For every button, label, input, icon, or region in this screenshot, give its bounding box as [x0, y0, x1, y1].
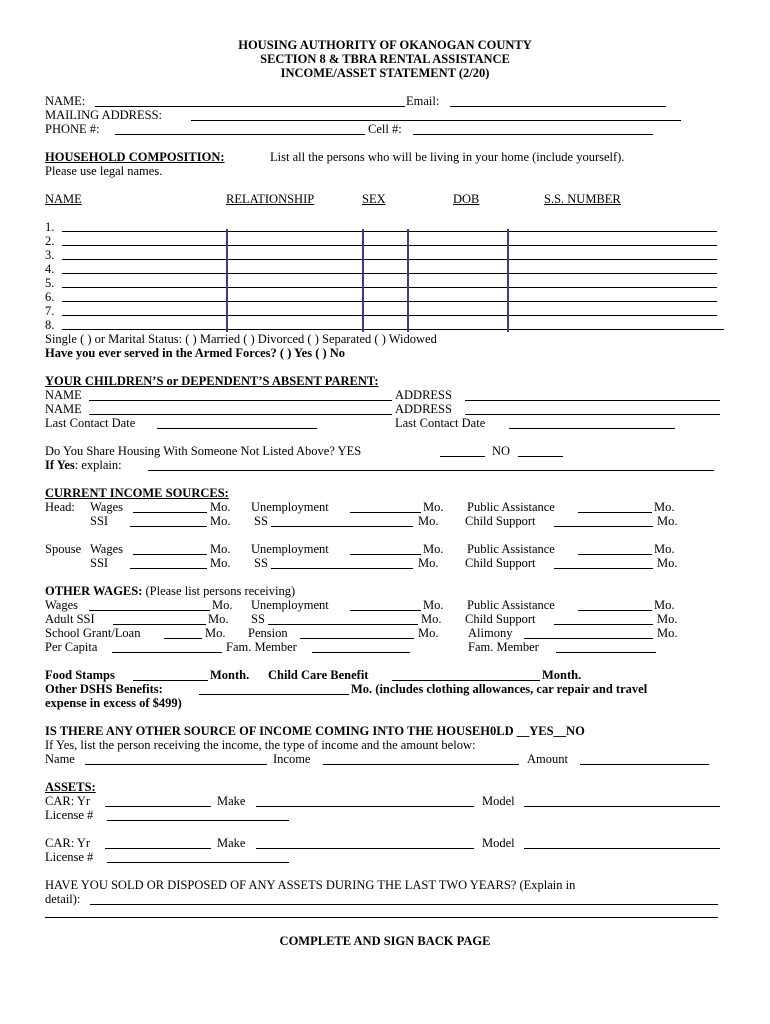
other-income-label: Income [273, 752, 311, 766]
other-wages-field[interactable] [89, 610, 210, 611]
phone-field[interactable] [115, 134, 365, 135]
cell-label: Cell #: [368, 122, 402, 136]
income-heading: CURRENT INCOME SOURCES: [45, 486, 229, 500]
col-name-header: NAME [45, 192, 82, 206]
household-row-line[interactable] [62, 273, 717, 274]
household-row-number: 7. [45, 304, 55, 318]
wages-label: Wages [90, 500, 124, 514]
head-public-assistance-field[interactable] [578, 512, 652, 513]
fam-member-label: Fam. Member [468, 640, 539, 654]
per-capita-field[interactable] [112, 652, 222, 653]
mo-label: Mo. [654, 500, 675, 514]
household-heading: HOUSEHOLD COMPOSITION: [45, 150, 225, 164]
last-contact-field[interactable] [157, 428, 317, 429]
household-row-number: 2. [45, 234, 55, 248]
mo-label: Mo. [654, 542, 675, 556]
mo-label: Mo. [210, 556, 231, 570]
car-model-label: Model [482, 836, 515, 850]
assets-heading: ASSETS: [45, 780, 96, 794]
mo-label: Mo. [423, 598, 444, 612]
mo-label: Mo. [205, 626, 226, 640]
household-row-number: 4. [45, 262, 55, 276]
household-row-line[interactable] [62, 301, 717, 302]
household-row-line[interactable] [62, 315, 717, 316]
mailing-address-field[interactable] [191, 120, 681, 121]
ssi-label: SSI [90, 514, 109, 528]
car-year-label: CAR: Yr [45, 794, 91, 808]
food-stamps-label: Food Stamps [45, 668, 115, 682]
public-assistance-label: Public Assistance [467, 542, 555, 556]
school-grant-field[interactable] [164, 638, 202, 639]
spouse-unemployment-field[interactable] [350, 554, 421, 555]
household-row-line[interactable] [62, 259, 717, 260]
mo-label: Mo. [421, 612, 442, 626]
col-dob-header: DOB [453, 192, 480, 206]
sold-assets-field-2[interactable] [45, 917, 718, 918]
mo-label: Mo. [210, 542, 231, 556]
mo-label: Mo. [418, 514, 439, 528]
car-make-label: Make [217, 794, 246, 808]
child-support-label: Child Support [465, 556, 536, 570]
other-income-question[interactable]: IS THERE ANY OTHER SOURCE OF INCOME COMING INTO THE HOUSEH0LD __YES__NO [45, 724, 585, 738]
absent-name-label: NAME [45, 402, 82, 416]
mo-label: Mo. [423, 542, 444, 556]
other-income-instructions: If Yes, list the person receiving the income, the type of income and the amount below: [45, 738, 476, 752]
pension-field[interactable] [300, 638, 414, 639]
food-stamps-field[interactable] [133, 680, 208, 681]
household-row-number: 6. [45, 290, 55, 304]
household-row-line[interactable] [62, 329, 724, 330]
alimony-label: Alimony [468, 626, 513, 640]
car-model-label: Model [482, 794, 515, 808]
dshs-note: Mo. (includes clothing allowances, car repair and travel [351, 682, 648, 696]
unemployment-label: Unemployment [251, 598, 329, 612]
absent-name-field[interactable] [89, 414, 392, 415]
absent-name-label: NAME [45, 388, 82, 402]
share-housing-question: Do You Share Housing With Someone Not Listed Above? YES [45, 444, 362, 458]
spouse-wages-field[interactable] [133, 554, 207, 555]
household-instructions-2: Please use legal names. [45, 164, 163, 178]
dshs-note-2: expense in excess of $499) [45, 696, 182, 710]
share-no-field[interactable] [518, 456, 563, 457]
form-title: HOUSING AUTHORITY OF OKANOGAN COUNTY [238, 38, 532, 52]
other-name-field[interactable] [85, 764, 267, 765]
child-care-field[interactable] [392, 680, 540, 681]
adult-ssi-label: Adult SSI [45, 612, 95, 626]
marital-status[interactable]: Single ( ) or Marital Status: ( ) Married ( ) Divorced ( ) Separated ( ) Widowed [45, 332, 437, 346]
car-make-field[interactable] [256, 848, 474, 849]
other-wages-heading: OTHER WAGES: (Please list persons receiving) [45, 584, 296, 598]
mo-label: Mo. [654, 598, 675, 612]
dshs-field[interactable] [199, 694, 349, 695]
adult-ssi-field[interactable] [113, 624, 206, 625]
household-row-number: 3. [45, 248, 55, 262]
share-yes-field[interactable] [440, 456, 485, 457]
column-divider [226, 229, 228, 332]
other-unemployment-field[interactable] [350, 610, 421, 611]
name-label: NAME: [45, 94, 86, 108]
share-no-label: NO [492, 444, 511, 458]
mo-label: Mo. [423, 500, 444, 514]
license-label: License # [45, 808, 94, 822]
spouse-public-assistance-field[interactable] [578, 554, 652, 555]
spouse-child-support-field[interactable] [554, 568, 653, 569]
absent-address-label: ADDRESS [395, 388, 452, 402]
license-label: License # [45, 850, 94, 864]
mo-label: Mo. [208, 612, 229, 626]
household-row-number: 8. [45, 318, 55, 332]
last-contact-label: Last Contact Date [45, 416, 136, 430]
ss-label: SS [254, 514, 268, 528]
absent-address-field[interactable] [465, 414, 720, 415]
month-label: Month. [542, 668, 582, 682]
cell-field[interactable] [413, 134, 653, 135]
pension-label: Pension [248, 626, 288, 640]
household-row-number: 1. [45, 220, 55, 234]
child-care-label: Child Care Benefit [268, 668, 369, 682]
wages-label: Wages [90, 542, 124, 556]
head-label: Head: [45, 500, 75, 514]
public-assistance-label: Public Assistance [467, 598, 555, 612]
car-year-field[interactable] [105, 848, 211, 849]
absent-parent-heading: YOUR CHILDREN’S or DEPENDENT’S ABSENT PARENT: [45, 374, 379, 388]
ss-label: SS [254, 556, 268, 570]
car-year-field[interactable] [105, 806, 211, 807]
column-divider [407, 229, 409, 332]
car-model-field[interactable] [524, 848, 720, 849]
child-support-label: Child Support [465, 612, 536, 626]
other-name-label: Name [45, 752, 75, 766]
col-relationship-header: RELATIONSHIP [226, 192, 315, 206]
per-capita-label: Per Capita [45, 640, 98, 654]
mailing-address-label: MAILING ADDRESS: [45, 108, 163, 122]
household-row-line[interactable] [62, 231, 717, 232]
ssi-label: SSI [90, 556, 109, 570]
mo-label: Mo. [210, 500, 231, 514]
mo-label: Mo. [657, 514, 678, 528]
form-subtitle: SECTION 8 & TBRA RENTAL ASSISTANCE [260, 52, 510, 66]
child-support-label: Child Support [465, 514, 536, 528]
spouse-ss-field[interactable] [271, 568, 413, 569]
mo-label: Mo. [212, 598, 233, 612]
fam-member-label: Fam. Member [226, 640, 297, 654]
head-unemployment-field[interactable] [350, 512, 421, 513]
school-grant-label: School Grant/Loan [45, 626, 141, 640]
footer-instruction: COMPLETE AND SIGN BACK PAGE [279, 934, 491, 948]
license-field[interactable] [107, 862, 289, 863]
col-sex-header: SEX [362, 192, 386, 206]
mo-label: Mo. [657, 626, 678, 640]
last-contact-label: Last Contact Date [395, 416, 486, 430]
column-divider [362, 229, 364, 332]
name-field[interactable] [95, 106, 405, 107]
head-wages-field[interactable] [133, 512, 207, 513]
household-row-line[interactable] [62, 287, 717, 288]
form-name: INCOME/ASSET STATEMENT (2/20) [280, 66, 490, 80]
household-row-line[interactable] [62, 245, 717, 246]
other-ss-field[interactable] [268, 624, 418, 625]
col-ssn-header: S.S. NUMBER [544, 192, 621, 206]
spouse-label: Spouse [45, 542, 82, 556]
unemployment-label: Unemployment [251, 542, 329, 556]
mo-label: Mo. [418, 626, 439, 640]
wages-label: Wages [45, 598, 79, 612]
email-field[interactable] [450, 106, 666, 107]
alimony-field[interactable] [524, 638, 653, 639]
per-capita-member-field[interactable] [312, 652, 410, 653]
mo-label: Mo. [657, 556, 678, 570]
absent-address-field[interactable] [465, 400, 720, 401]
alimony-member-field[interactable] [556, 652, 656, 653]
sold-assets-question: HAVE YOU SOLD OR DISPOSED OF ANY ASSETS DURING THE LAST TWO YEARS? (Explain in [45, 878, 576, 892]
phone-label: PHONE #: [45, 122, 100, 136]
public-assistance-label: Public Assistance [467, 500, 555, 514]
household-row-number: 5. [45, 276, 55, 290]
license-field[interactable] [107, 820, 289, 821]
spouse-ssi-field[interactable] [130, 568, 207, 569]
other-amount-label: Amount [527, 752, 568, 766]
car-make-label: Make [217, 836, 246, 850]
other-public-assistance-field[interactable] [578, 610, 652, 611]
mo-label: Mo. [418, 556, 439, 570]
last-contact-field[interactable] [509, 428, 675, 429]
detail-label: detail): [45, 892, 81, 906]
mo-label: Mo. [210, 514, 231, 528]
absent-name-field[interactable] [89, 400, 392, 401]
mo-label: Mo. [657, 612, 678, 626]
column-divider [507, 229, 509, 332]
dshs-label: Other DSHS Benefits: [45, 682, 163, 696]
car-model-field[interactable] [524, 806, 720, 807]
head-child-support-field[interactable] [554, 526, 653, 527]
car-year-label: CAR: Yr [45, 836, 91, 850]
sold-assets-field[interactable] [90, 904, 718, 905]
month-label: Month. [210, 668, 250, 682]
car-make-field[interactable] [256, 806, 474, 807]
ss-label: SS [251, 612, 265, 626]
other-child-support-field[interactable] [554, 624, 653, 625]
if-yes-explain-label: If Yes: explain: [45, 458, 122, 472]
head-ssi-field[interactable] [130, 526, 207, 527]
other-income-field[interactable] [323, 764, 519, 765]
absent-address-label: ADDRESS [395, 402, 452, 416]
unemployment-label: Unemployment [251, 500, 329, 514]
email-label: Email: [406, 94, 440, 108]
head-ss-field[interactable] [271, 526, 413, 527]
explain-field[interactable] [148, 470, 714, 471]
armed-forces-question[interactable]: Have you ever served in the Armed Forces? ( ) Yes ( ) No [45, 346, 346, 360]
household-instructions: List all the persons who will be living in your home (include yourself). [270, 150, 625, 164]
other-amount-field[interactable] [580, 764, 709, 765]
